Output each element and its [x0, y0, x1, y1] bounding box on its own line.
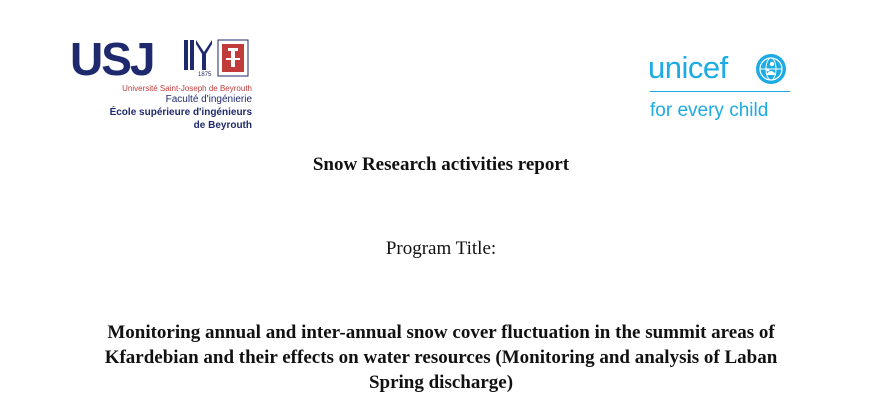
usj-school-name: École supérieure d'ingénieurs: [109, 107, 252, 118]
unicef-tagline: for every child: [650, 100, 769, 121]
unicef-wordmark: unicef: [648, 50, 728, 85]
unicef-globe-icon: [755, 53, 787, 85]
unicef-divider: [650, 91, 790, 92]
usj-university-name: Université Saint-Joseph de Beyrouth: [122, 84, 252, 93]
unicef-logo: [648, 50, 798, 130]
usj-city-name: de Beyrouth: [193, 120, 252, 131]
usj-faculty-name: Faculté d'ingénierie: [165, 94, 252, 105]
report-title: Snow Research activities report: [312, 154, 570, 175]
usj-emblem-icon: [182, 38, 252, 80]
usj-logo: [70, 33, 260, 132]
usj-founding-year: 1875: [198, 72, 212, 78]
usj-wordmark: USJ: [70, 33, 154, 85]
program-title-label: Program Title:: [385, 238, 497, 259]
program-title: Monitoring annual and inter-annual snow cover fluctuation in the summit areas of Kfardebian and their effects on water resources (Monitoring and analysis of Laban Spring discharge): [104, 322, 778, 393]
